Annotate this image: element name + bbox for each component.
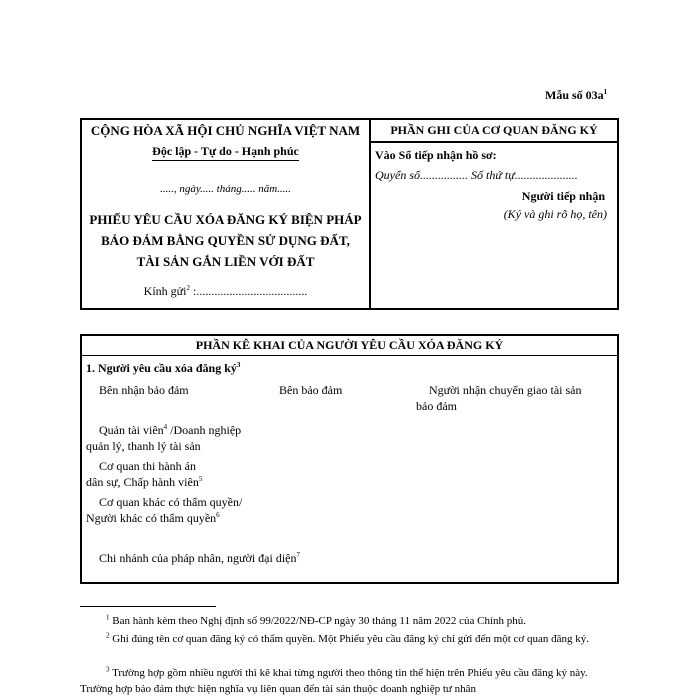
footnote-ref: 1 (603, 88, 608, 96)
declaration-box (80, 334, 619, 584)
addressee-field[interactable]: :..................................... (190, 284, 308, 298)
declaration-heading: PHẦN KÊ KHAI CỦA NGƯỜI YÊU CẦU XÓA ĐĂNG KÝ (82, 336, 617, 356)
option-other-authority[interactable]: Cơ quan khác có thẩm quyền/ Người khác có thẩm quyền$^6$ (86, 495, 243, 525)
option-secured-party[interactable]: Bên nhận bảo đảm (99, 383, 189, 397)
national-motto: Độc lập - Tự do - Hạnh phúc (152, 144, 299, 161)
form-number: Mẫu số $03a^1$ (545, 88, 608, 102)
header-box (80, 118, 619, 310)
nation-name: CỘNG HÒA XÃ HỘI CHỦ NGHĨA VIỆT NAM (90, 123, 361, 138)
footnote-3: $^3$ Trường hợp gồm nhiều người thì kê khai từng người theo thông tin thể hiện trên Phiếu yêu cầu đăng ký này. Trường hợp bảo đảm thực hiện nghĩa vụ liên quan đến tài sản thuộc doanh nghiệp tư nhân (80, 665, 588, 695)
option-guarantor[interactable]: Bên bảo đảm (279, 383, 343, 397)
option-administrator[interactable]: Quản tài viên$^4$ /Doanh nghiệp quản lý, thanh lý tài sản (86, 423, 242, 453)
form-title-line: PHIẾU YÊU CẦU XÓA ĐĂNG KÝ BIỆN PHÁP (89, 212, 362, 227)
footnote-separator (80, 606, 216, 607)
receiver-note: (Ký và ghi rõ họ, tên) (503, 207, 607, 221)
addressee-line: Kính gửi$^2$ :..................................... (143, 284, 308, 298)
receiver-label: Người tiếp nhận (521, 189, 605, 203)
option-enforcement-agency[interactable]: Cơ quan thi hành án dân sự, Chấp hành viên$^5$ (86, 459, 203, 489)
section1-label: 1. Người yêu cầu xóa đăng $ký^3$ (86, 361, 241, 375)
dateline: ....., ngày..... tháng..... năm..... (160, 183, 291, 195)
form-title (82, 209, 369, 272)
form-title-line: TÀI SẢN GẮN LIỀN VỚI ĐẤT (136, 254, 315, 269)
header-right-column (371, 120, 617, 222)
form-title-line: BẢO ĐẢM BẰNG QUYỀN SỬ DỤNG ĐẤT, (101, 233, 350, 248)
option-transferee[interactable]: Người nhận chuyển giao tài sản bảo đảm (416, 383, 582, 413)
option-branch[interactable]: Chi nhánh của pháp nhân, người đại diện$^7$ (99, 551, 300, 565)
footnote-2: $^2$ Ghi đúng tên cơ quan đăng ký có thẩm quyền. Một Phiếu yêu cầu đăng ký chỉ gửi đến một cơ quan đăng ký. (106, 631, 589, 645)
footnote-1: $^1$ Ban hành kèm theo Nghị định số 99/2022/NĐ-CP ngày 30 tháng 11 năm 2022 của Chính phủ. (106, 613, 527, 627)
header-left-column (82, 120, 369, 299)
book-number-line[interactable]: Quyển số................ Số thứ tự..................... (375, 168, 578, 182)
registry-section-heading: PHẦN GHI CỦA CƠ QUAN ĐĂNG KÝ (371, 120, 617, 143)
intake-label: Vào Sổ tiếp nhận hồ sơ: (375, 148, 497, 162)
